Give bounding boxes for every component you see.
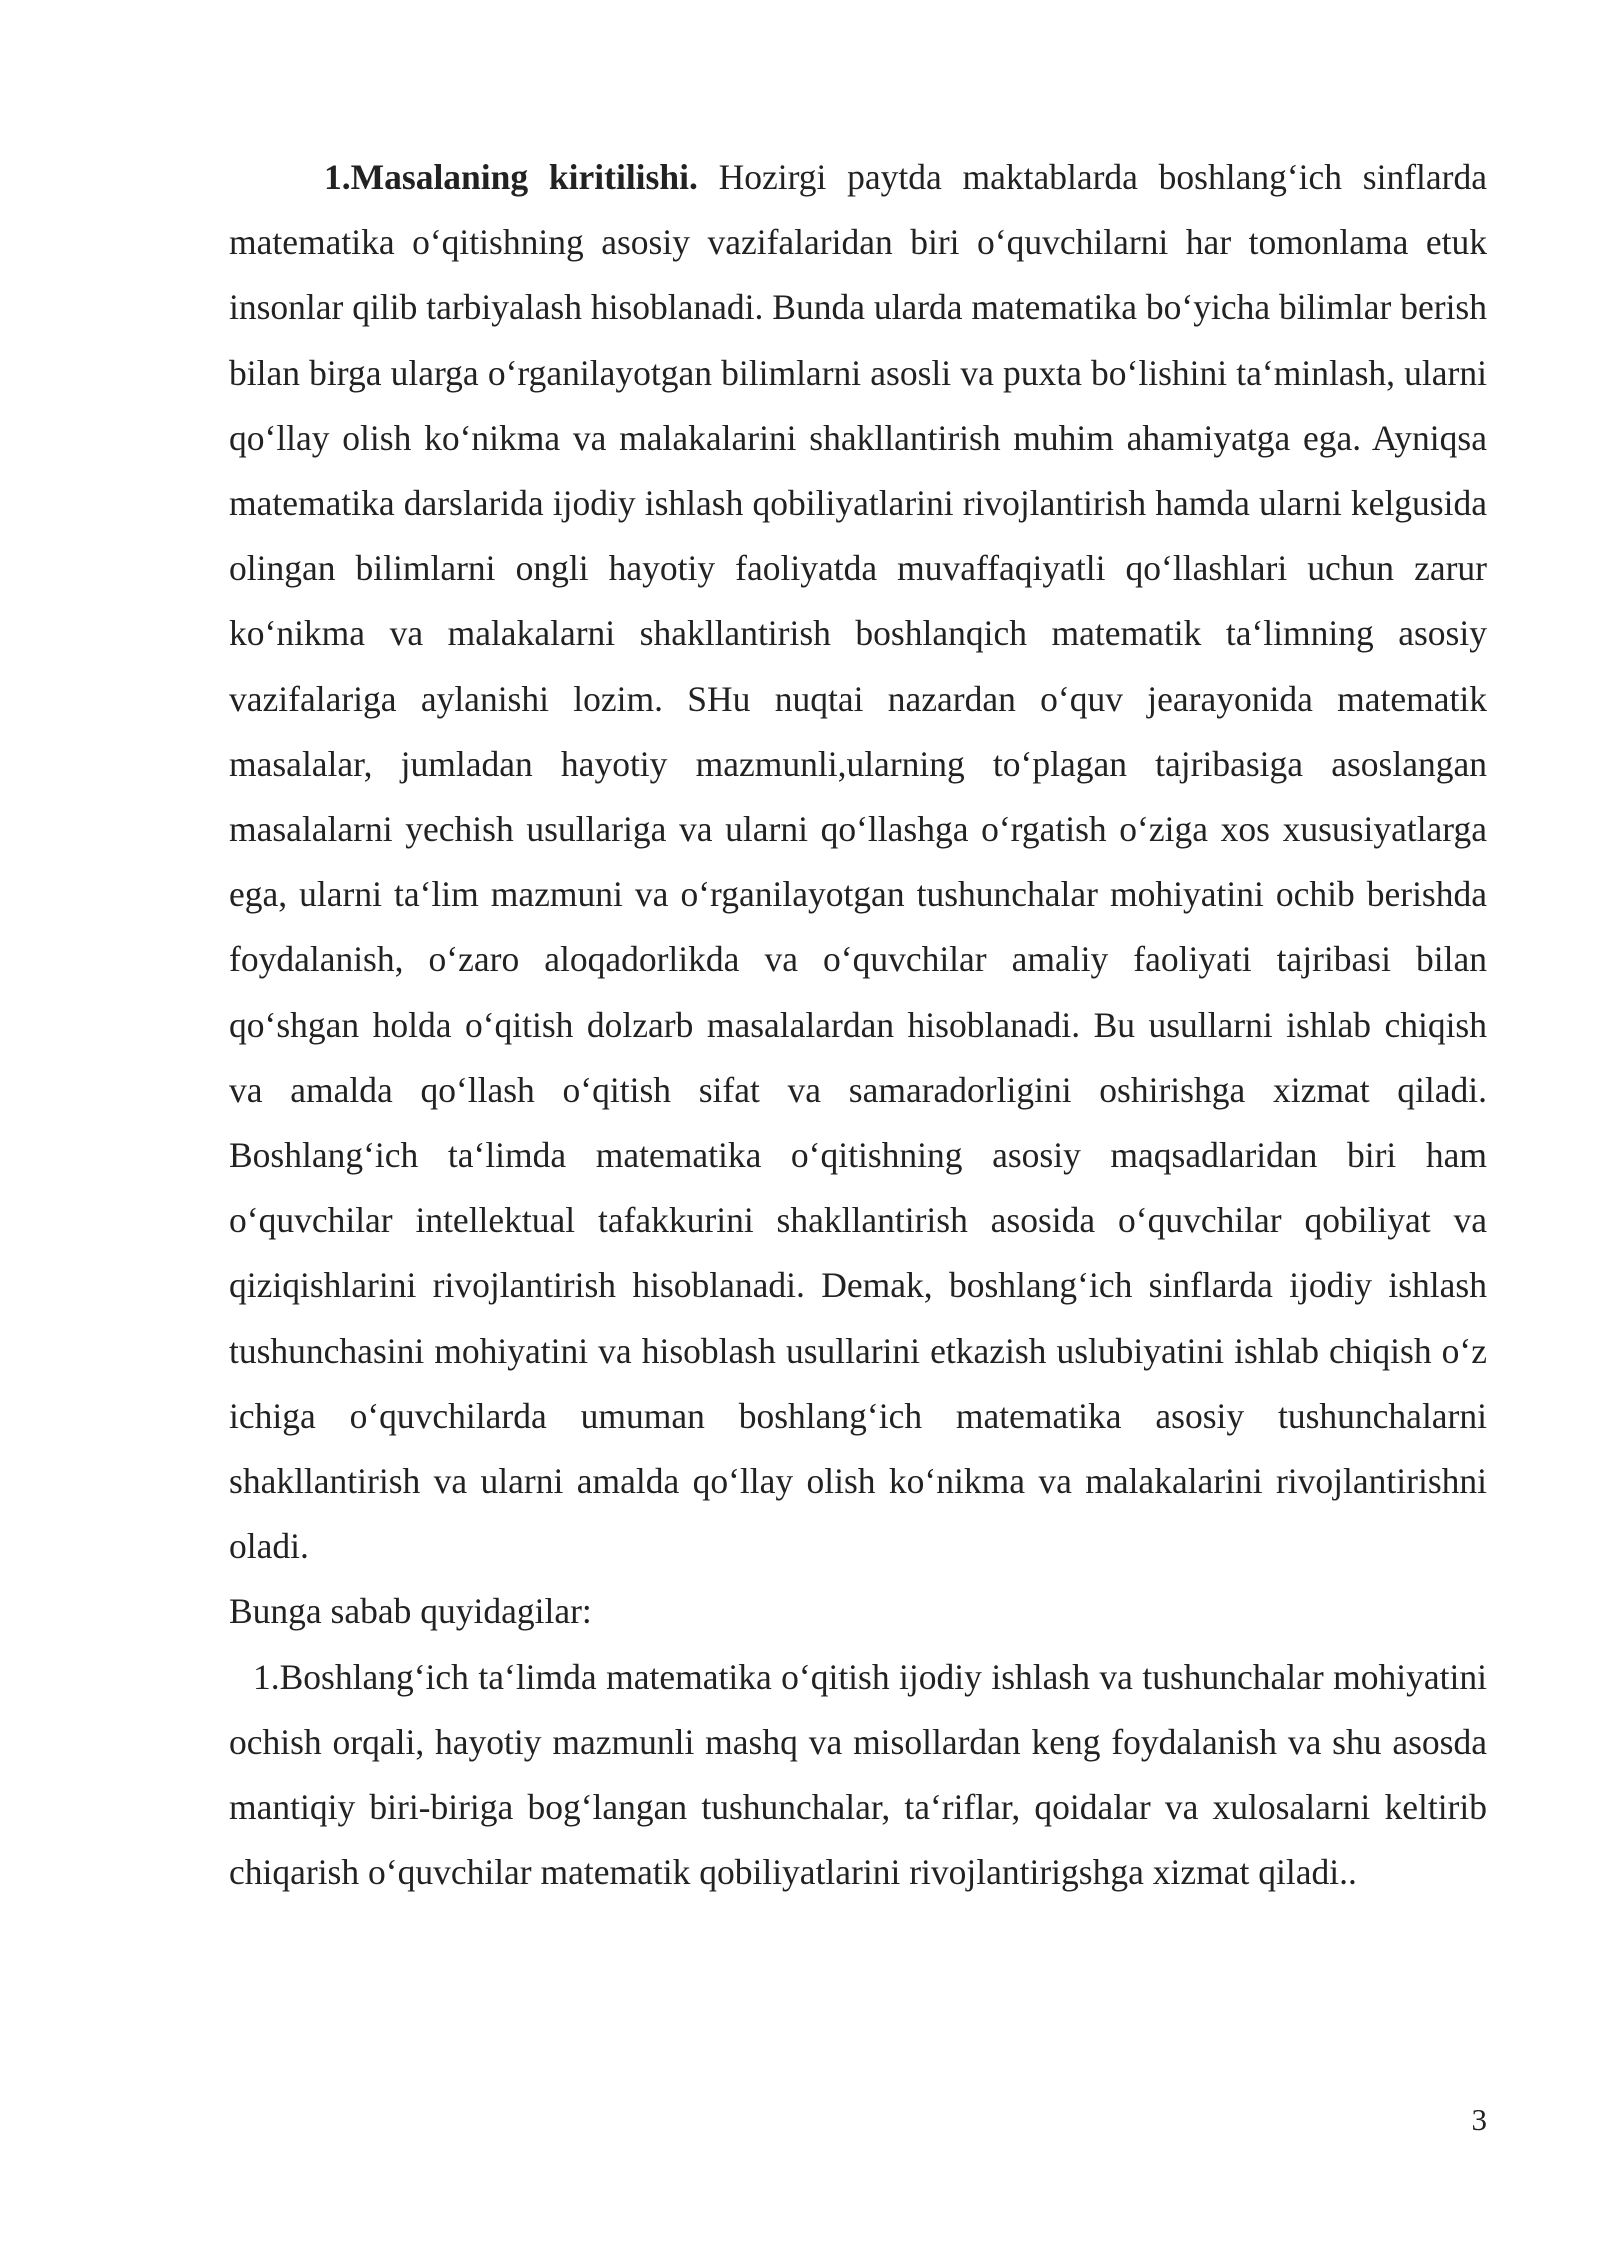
- body-text: [229, 145, 1487, 1905]
- paragraph-introduction: [229, 145, 1487, 1579]
- paragraph-reasons-intro: Bunga sabab quyidagilar:: [229, 1591, 592, 1632]
- page-number: 3: [1471, 2102, 1487, 2137]
- list-item-1: 1.Boshlang‘ich ta‘limda matematika o‘qitish ijodiy ishlash va tushunchalar mohiyatini ochish orqali, hayotiy mazmunli mashq va misollardan keng foydalanish va shu asosda mantiqiy biri-biriga bog‘langan tushunchalar, ta‘riflar, qoidalar va xulosalarni keltirib chiqarish o‘quvchilar matematik qobiliyatlarini rivojlantirigshga xizmat qiladi..: [229, 1656, 1487, 1893]
- paragraph-introduction-text: Hozirgi paytda maktablarda boshlang‘ich sinflarda matematika o‘qitishning asosiy vazifalaridan biri o‘quvchilarni har tomonlama etuk insonlar qilib tarbiyalash hisoblanadi. Bunda ularda matematika bo‘yicha bilimlar berish bilan birga ularga o‘rganilayotgan bilimlarni asosli va puxta bo‘lishini ta‘minlash, ularni qo‘llay olish ko‘nikma va malakalarini shakllantirish muhim ahamiyatga ega. Ayniqsa matematika darslarida ijodiy ishlash qobiliyatlarini rivojlantirish hamda ularni kelgusida olingan bilimlarni ongli hayotiy faoliyatda muvaffaqiyatli qo‘llashlari uchun zarur ko‘nikma va malakalarni shakllantirish boshlanqich matematik ta‘limning asosiy vazifalariga aylanishi lozim. SHu nuqtai nazardan o‘quv jearayonida matematik masalalar, jumladan hayotiy mazmunli,ularning to‘plagan tajribasiga asoslangan masalalarni yechish usullariga va ularni qo‘llashga o‘rgatish o‘ziga xos xususiyatlarga ega, ularni ta‘lim mazmuni va o‘rganilayotgan tushunchalar mohiyatini ochib berishda foydalanish, o‘zaro aloqadorlikda va o‘quvchilar amaliy faoliyati tajribasi bilan qo‘shgan holda o‘qitish dolzarb masalalardan hisoblanadi. Bu usullarni ishlab chiqish va amalda qo‘llash o‘qitish sifat va samaradorligini oshirishga xizmat qiladi. Boshlang‘ich ta‘limda matematika o‘qitishning asosiy maqsadlaridan biri ham o‘quvchilar intellektual tafakkurini shakllantirish asosida o‘quvchilar qobiliyat va qiziqishlarini rivojlantirish hisoblanadi. Demak, boshlang‘ich sinflarda ijodiy ishlash tushunchasini mohiyatini va hisoblash usullarini etkazish uslubiyatini ishlab chiqish o‘z ichiga o‘quvchilarda umuman boshlang‘ich matematika asosiy tushunchalarni shakllantirish va ularni amalda qo‘llay olish ko‘nikma va malakalarini rivojlantirishni oladi.: [229, 157, 1487, 1567]
- section-heading: 1.Masalaning kiritilishi.: [324, 157, 698, 197]
